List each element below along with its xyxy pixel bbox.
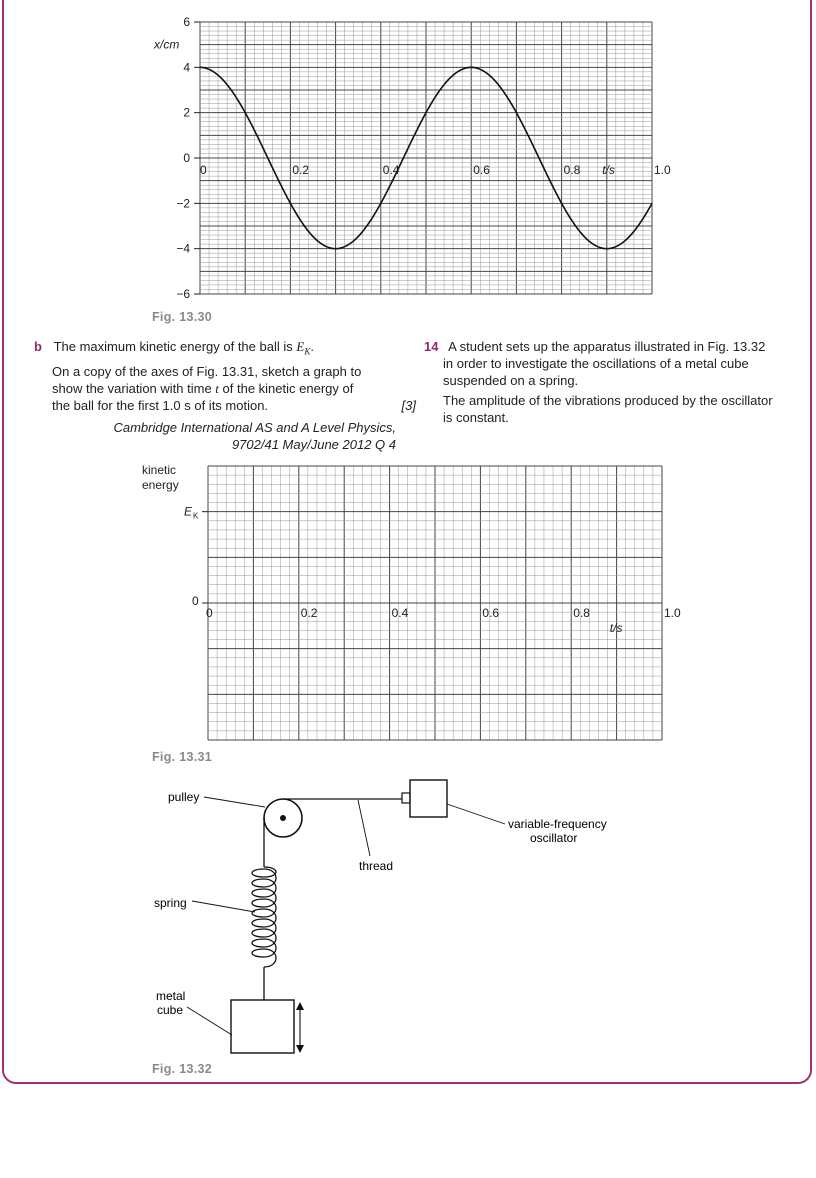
question-14-number: 14 bbox=[424, 339, 439, 354]
fig-13-30-caption: Fig. 13.30 bbox=[152, 310, 212, 324]
y-tick-label: 2 bbox=[183, 105, 190, 120]
x-axis-label: t/s bbox=[602, 163, 615, 177]
pulley-axle bbox=[280, 815, 286, 821]
apparatus-diagram bbox=[140, 770, 640, 1065]
y-tick-label: 0 bbox=[183, 151, 190, 165]
pulley-label: pulley bbox=[168, 790, 200, 804]
data-point bbox=[290, 203, 291, 204]
x-tick-label: 0 bbox=[200, 163, 207, 177]
oscillator-label-1: variable-frequency bbox=[508, 817, 607, 831]
data-point bbox=[358, 236, 359, 237]
spring-coil bbox=[252, 867, 276, 967]
x-tick-label: 1.0 bbox=[654, 163, 671, 177]
spring-label: spring bbox=[154, 896, 187, 910]
pulley-leader bbox=[204, 797, 265, 807]
cube-label: cube bbox=[157, 1003, 184, 1017]
data-point bbox=[425, 112, 426, 113]
question-14: 14 A student sets up the apparatus illustrated in Fig. 13.32 in order to investigate the oscillations of a metal cube suspended on a spring. The amplitude of the vibrations produced by the oscillator is constant. bbox=[424, 339, 773, 425]
x-tick-label: 0.2 bbox=[300, 606, 318, 620]
spring-leader bbox=[192, 901, 255, 912]
fig-13-32-caption: Fig. 13.32 bbox=[152, 1062, 212, 1076]
metal-label: metal bbox=[156, 989, 186, 1003]
x-tick-label: 0.4 bbox=[382, 163, 400, 177]
x-tick-label: 0.4 bbox=[391, 606, 409, 620]
thread-label: thread bbox=[359, 859, 394, 873]
data-point bbox=[561, 203, 562, 204]
x-tick-label: 0 bbox=[206, 606, 213, 620]
source-line-1: Cambridge International AS and A Level Physics, bbox=[113, 419, 396, 435]
x-tick-label: 0.2 bbox=[292, 163, 310, 177]
data-point bbox=[222, 79, 223, 80]
thread-leader bbox=[358, 800, 370, 856]
metal-cube bbox=[231, 1000, 294, 1053]
y-tick-label: −6 bbox=[176, 287, 190, 301]
data-point bbox=[380, 203, 381, 204]
oscillator-connector bbox=[402, 793, 410, 803]
y-tick-label: −2 bbox=[176, 196, 190, 211]
kinetic-energy-graph bbox=[130, 458, 690, 748]
data-point bbox=[245, 112, 246, 113]
fig-13-31-caption: Fig. 13.31 bbox=[152, 750, 212, 764]
oscillator-label-2: oscillator bbox=[530, 831, 578, 845]
y-tick-label: −4 bbox=[176, 241, 190, 256]
y-tick-label-ek: E bbox=[184, 504, 193, 519]
vibration-arrow-top bbox=[296, 1002, 304, 1010]
x-tick-label: 0.8 bbox=[573, 606, 590, 620]
y-axis-label: x/cm bbox=[154, 37, 180, 52]
data-point bbox=[335, 248, 336, 249]
data-point bbox=[267, 157, 268, 158]
displacement-time-graph bbox=[140, 10, 680, 306]
marks: [3] bbox=[401, 397, 416, 413]
x-tick-label: 1.0 bbox=[664, 606, 681, 620]
data-point bbox=[312, 236, 313, 237]
data-point bbox=[516, 112, 517, 113]
y-axis-label-2: energy bbox=[142, 478, 179, 492]
x-tick-label: 0.8 bbox=[563, 163, 581, 177]
question-b: b The maximum kinetic energy of the ball is $E_K$. On a copy of the axes of Fig. 13.31, sketch a graph to show the variation with time t of the kinetic energy of the ball for the first 1.0 s of its motion. [3] Cambridge International AS and A Level Physics, 9702/41 May/June 2012 Q 4 bbox=[34, 339, 416, 452]
data-point bbox=[448, 79, 449, 80]
data-point bbox=[584, 236, 585, 237]
y-tick-label-zero: 0 bbox=[192, 594, 199, 608]
x-tick-label: 0.6 bbox=[473, 163, 490, 177]
x-tick-label: 0.6 bbox=[482, 606, 500, 620]
data-point bbox=[538, 157, 539, 158]
data-point bbox=[471, 67, 472, 68]
y-tick-label: 6 bbox=[183, 15, 190, 29]
source-line-2: 9702/41 May/June 2012 Q 4 bbox=[231, 436, 396, 452]
cube-leader bbox=[187, 1007, 232, 1035]
data-point bbox=[651, 203, 652, 204]
oscillator-box bbox=[410, 780, 447, 817]
x-axis-label: t/s bbox=[609, 621, 623, 635]
data-point bbox=[629, 236, 630, 237]
question-b-label: b bbox=[34, 339, 42, 354]
data-point bbox=[403, 157, 404, 158]
y-axis-label-1: kinetic bbox=[142, 463, 177, 477]
data-point bbox=[199, 67, 200, 68]
y-tick-label-ek-sub: K bbox=[193, 511, 199, 521]
data-point bbox=[606, 248, 607, 249]
oscillator-leader bbox=[447, 804, 505, 824]
data-point bbox=[493, 79, 494, 80]
y-tick-label: 4 bbox=[183, 60, 190, 75]
vibration-arrow-bottom bbox=[296, 1045, 304, 1053]
